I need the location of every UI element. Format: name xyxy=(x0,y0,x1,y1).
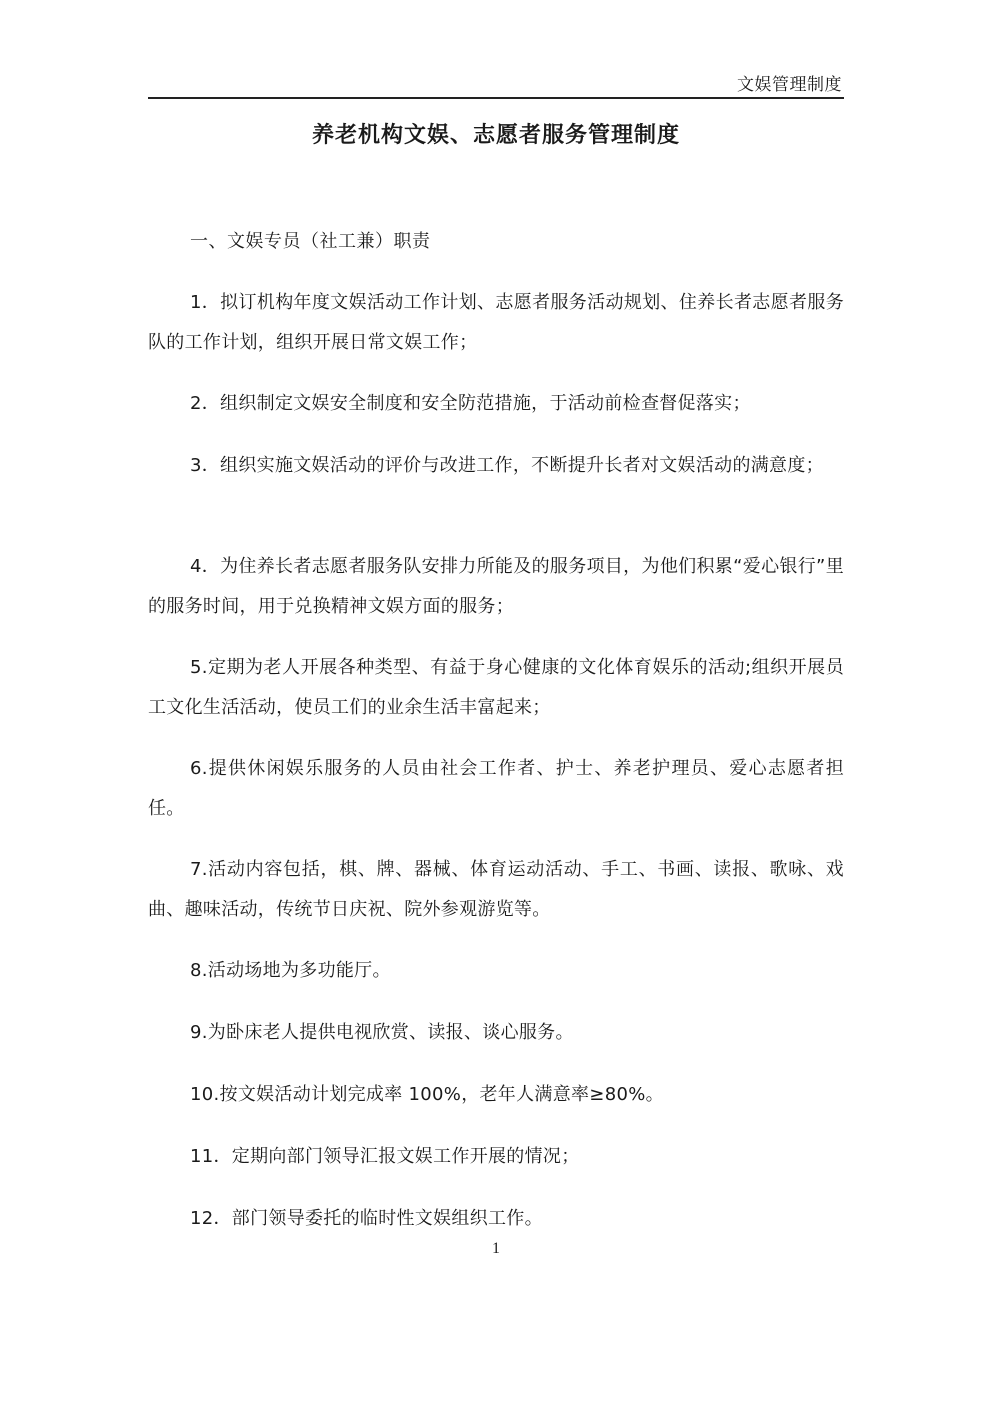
list-item-10: 10.按文娱活动计划完成率 100%，老年人满意率≥80%。 xyxy=(190,1084,664,1105)
list-item-7: 7.活动内容包括，棋、牌、器械、体育运动活动、手工、书画、读报、歌咏、戏曲、趣味活动，传统节日庆祝、院外参观游览等。 xyxy=(148,859,844,920)
section-heading: 一、文娱专员（社工兼）职责 xyxy=(190,231,431,252)
list-item-1: 1．拟订机构年度文娱活动工作计划、志愿者服务活动规划、住养长者志愿者服务队的工作计划，组织开展日常文娱工作； xyxy=(148,292,844,353)
header-divider xyxy=(148,97,844,99)
list-item-4: 4．为住养长者志愿者服务队安排力所能及的服务项目，为他们积累“爱心银行”里的服务时间，用于兑换精神文娱方面的服务； xyxy=(148,556,844,617)
page-number: 1 xyxy=(492,1240,500,1257)
list-item-8: 8.活动场地为多功能厅。 xyxy=(190,960,391,981)
list-item-12: 12．部门领导委托的临时性文娱组织工作。 xyxy=(190,1208,543,1229)
list-item-6: 6.提供休闲娱乐服务的人员由社会工作者、护士、养老护理员、爱心志愿者担任。 xyxy=(148,758,844,819)
list-item-3: 3．组织实施文娱活动的评价与改进工作，不断提升长者对文娱活动的满意度； xyxy=(190,455,824,476)
list-item-9: 9.为卧床老人提供电视欣赏、读报、谈心服务。 xyxy=(190,1022,574,1043)
list-item-5: 5.定期为老人开展各种类型、有益于身心健康的文化体育娱乐的活动;组织开展员工文化生活活动，使员工们的业余生活丰富起来； xyxy=(148,657,844,718)
list-item-2: 2．组织制定文娱安全制度和安全防范措施，于活动前检查督促落实； xyxy=(190,393,751,414)
document-title: 养老机构文娱、志愿者服务管理制度 xyxy=(311,123,680,148)
running-header-title: 文娱管理制度 xyxy=(737,75,842,95)
list-item-11: 11．定期向部门领导汇报文娱工作开展的情况； xyxy=(190,1146,580,1167)
